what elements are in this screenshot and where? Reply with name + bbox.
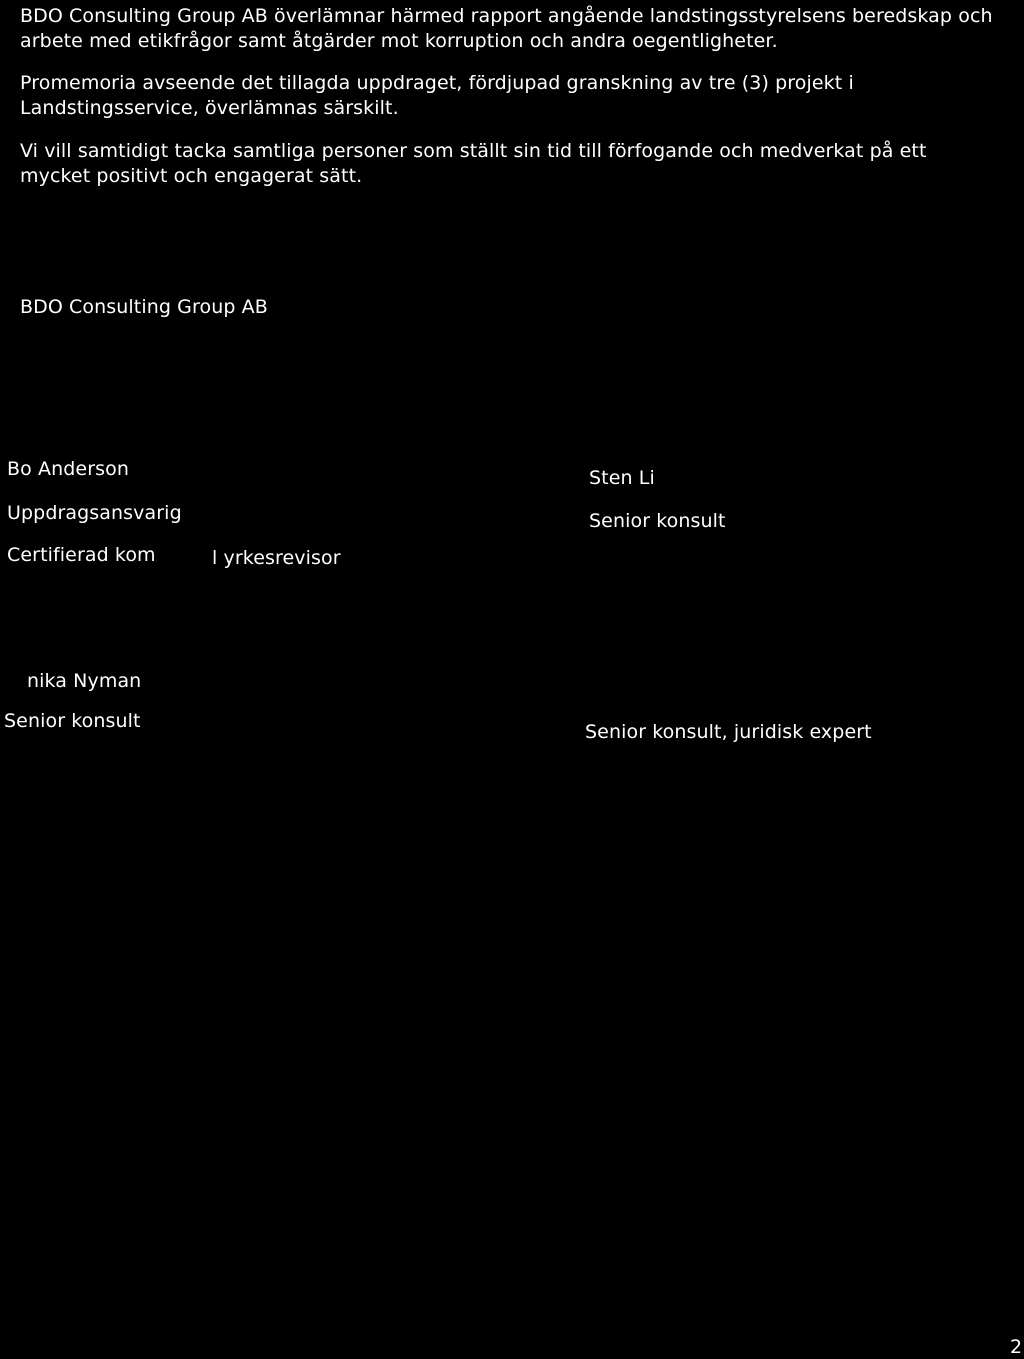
intro-paragraph-3-line-2: mycket positivt och engagerat sätt. <box>20 165 363 187</box>
signatory-title-left-top-part-2: l yrkesrevisor <box>212 547 341 569</box>
intro-paragraph-1 <box>20 4 1020 54</box>
intro-paragraph-2-line-1: Promemoria avseende det tillagda uppdraget, fördjupad granskning av tre (3) projekt i <box>20 72 854 94</box>
page-number: 2 <box>1010 1336 1023 1358</box>
signatory-role-left-bottom: Senior konsult <box>4 710 141 732</box>
intro-paragraph-1-line-2: arbete med etikfrågor samt åtgärder mot korruption och andra oegentligheter. <box>20 30 778 52</box>
signatory-name-right-top: Sten Li <box>589 467 655 489</box>
signatory-role-right-bottom: Senior konsult, juridisk expert <box>585 721 872 743</box>
company-name: BDO Consulting Group AB <box>20 296 268 318</box>
intro-paragraph-2 <box>20 71 1020 121</box>
signatory-role-right-top: Senior konsult <box>589 510 726 532</box>
intro-paragraph-3-line-1: Vi vill samtidigt tacka samtliga personer som ställt sin tid till förfogande och medverkat på ett <box>20 140 927 162</box>
signatory-name-left-bottom: nika Nyman <box>27 670 142 692</box>
signatory-role-left-top: Uppdragsansvarig <box>7 502 182 524</box>
intro-paragraph-3 <box>20 139 1020 189</box>
signatory-title-left-top-part-1: Certifierad kom <box>7 544 156 566</box>
signatory-name-left-top: Bo Anderson <box>7 458 129 480</box>
intro-paragraph-1-line-1: BDO Consulting Group AB överlämnar härmed rapport angående landstingsstyrelsens beredskap och <box>20 5 993 27</box>
intro-paragraph-2-line-2: Landstingsservice, överlämnas särskilt. <box>20 97 399 119</box>
